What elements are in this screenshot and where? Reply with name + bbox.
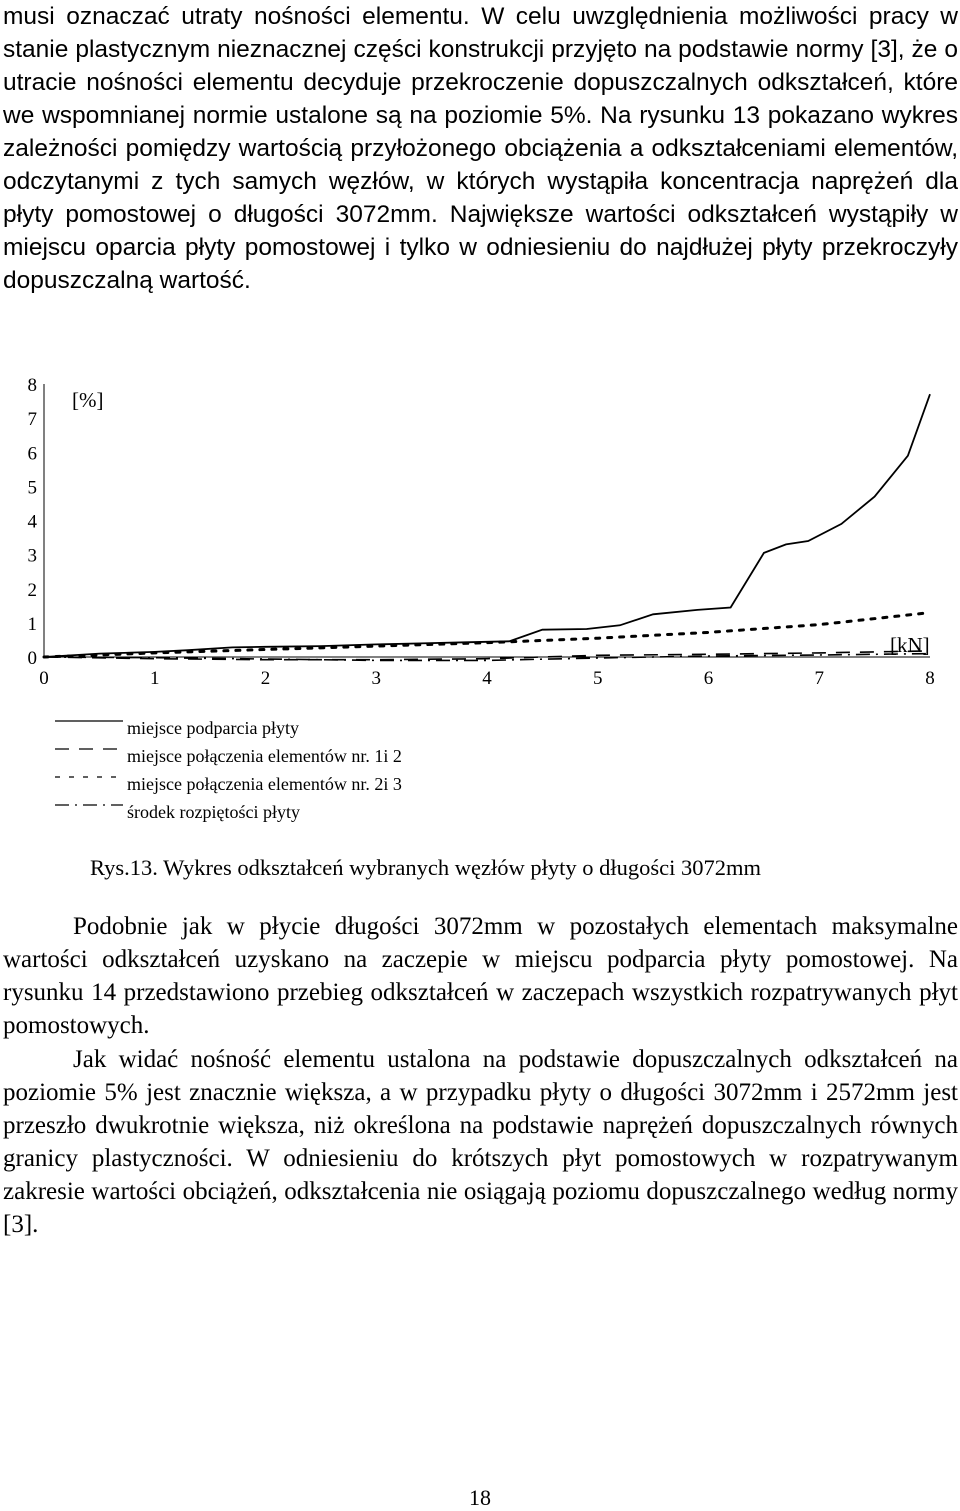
body-paragraph: Jak widać nośność elementu ustalona na podstawie dopuszczalnych odkształceń na poziomie 5% jest znacznie większa, a w przypadku płyty o długości 3072mm i 2572mm jest przeszło dwukrotnie większa, niż określona na podstawie naprężeń dopuszczalnych równych granicy plastyczności. W odniesieniu do krótszych płyt pomostowych w rozpatrywanym zakresie wartości obciążeń, odkształcenia nie osiągają poziomu dopuszczalnego według normy [3]. — [3, 1046, 958, 1238]
y-tick-label: 2 — [27, 579, 37, 601]
x-tick-label: 2 — [260, 668, 271, 689]
body-paragraph: Podobnie jak w płycie długości 3072mm w pozostałych elementach maksymalne wartości odkształceń uzyskano na zaczepie w miejscu podparcia płyty pomostowej. Na rysunku 14 przedstawiono przebieg odkształceń w zaczepach wszystkich rozpatrywanych płyt pomostowych. — [3, 913, 958, 1039]
figure-caption: Rys.13. Wykres odkształceń wybranych węzłów płyty o długości 3072mm — [90, 855, 761, 880]
legend-swatch-dashed — [55, 746, 123, 752]
body-paragraph: musi oznaczać utraty nośności elementu. W celu uwzględnienia możliwości pracy w stanie plastycznym nieznacznej części konstrukcji przyjęto na podstawie normy [3], że o utracie nośności elementu decyduje przekroczenie dopuszczalnych odkształceń, które we wspomnianej normie ustalone są na poziomie 5%. Na rysunku 13 pokazano wykres zależności pomiędzy wartością przyłożonego obciążenia a odkształceniami elementów, odczytanymi z tych samych węzłów, w których wystąpiła koncentracja naprężeń dla płyty pomostowej o długości 3072mm. Największe wartości odkształceń wystąpiły w miejscu oparcia płyty pomostowej i tylko w odniesieniu do najdłużej płyty przekroczyły dopuszczalną wartość. — [3, 3, 958, 294]
x-axis-label: [kN] — [890, 633, 930, 657]
legend-swatch-dashdot — [55, 802, 123, 808]
chart-series — [44, 394, 930, 660]
y-tick-label: 8 — [27, 375, 37, 396]
legend-swatch-dotted — [55, 774, 123, 780]
x-tick-label: 1 — [150, 668, 160, 689]
x-tick-label: 3 — [371, 668, 381, 689]
x-tick-label: 7 — [814, 668, 824, 689]
y-tick-label: 0 — [27, 648, 37, 669]
legend-label-midspan: środek rozpiętości płyty — [127, 802, 300, 822]
x-tick-label: 8 — [925, 668, 935, 689]
y-tick-label: 7 — [27, 409, 37, 431]
series-line-1 — [44, 394, 930, 657]
x-tick-label: 0 — [39, 668, 49, 689]
deformation-chart — [0, 360, 960, 700]
x-tick-label: 4 — [482, 668, 492, 689]
y-tick-label: 1 — [27, 613, 37, 635]
legend-label-joint-1-2: miejsce połączenia elementów nr. 1i 2 — [127, 746, 402, 766]
legend-swatch-solid — [55, 718, 123, 724]
x-tick-label: 6 — [703, 668, 714, 689]
x-tick-label: 5 — [593, 668, 603, 689]
chart-axes — [44, 384, 930, 657]
page-number: 18 — [469, 1485, 491, 1510]
legend-label-support: miejsce podparcia płyty — [127, 718, 299, 738]
legend-label-joint-2-3: miejsce połączenia elementów nr. 2i 3 — [127, 774, 402, 794]
y-axis-label: [%] — [72, 388, 104, 412]
y-tick-label: 4 — [27, 511, 37, 533]
y-tick-label: 6 — [27, 443, 37, 465]
y-tick-label: 3 — [27, 545, 37, 567]
y-tick-label: 5 — [27, 477, 37, 499]
